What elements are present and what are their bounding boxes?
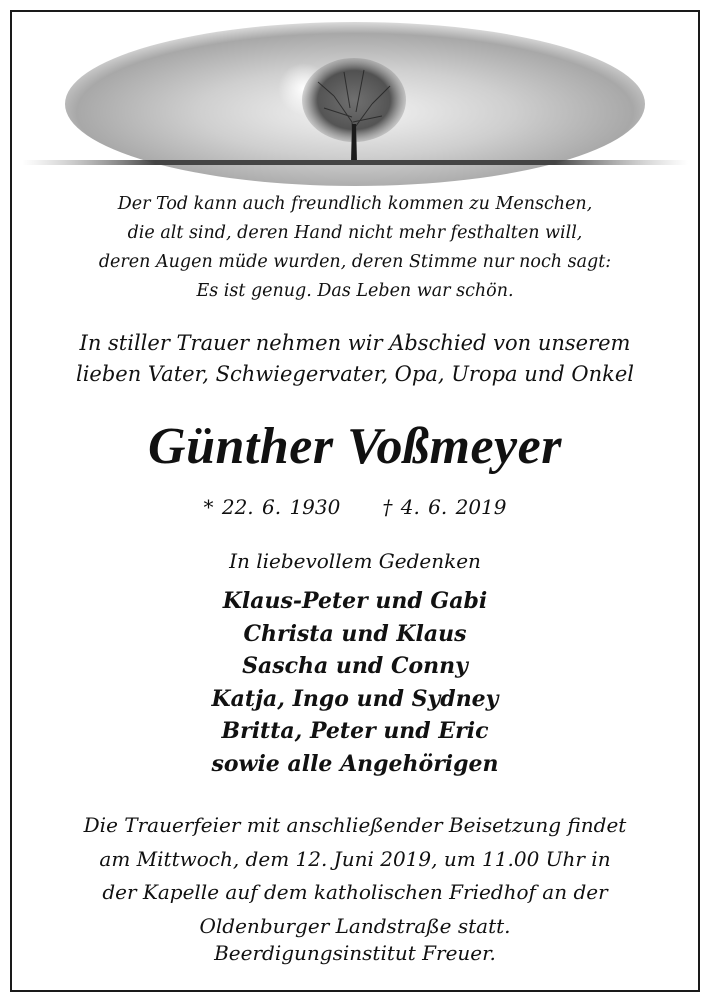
funeral-details [12, 809, 698, 943]
funeral-details-line: der Kapelle auf dem katholischen Friedhof an der [102, 880, 608, 904]
intro-block [12, 328, 698, 390]
funeral-details-line: am Mittwoch, dem 12. Juni 2019, um 11.00 Uhr in [99, 846, 611, 871]
mourner-entry: Christa und Klaus [243, 620, 467, 647]
mourner-entry: Britta, Peter und Eric [221, 718, 489, 745]
mourners-list [12, 585, 698, 781]
poem-block [12, 190, 698, 306]
funeral-details-line: Oldenburger Landstraße statt. [199, 913, 511, 938]
poem-line: Es ist genug. Das Leben war schön. [196, 281, 514, 301]
mourner-entry: Sascha und Conny [242, 653, 468, 680]
life-dates [12, 492, 698, 522]
poem-line: deren Augen müde wurden, deren Stimme nur noch sagt: [98, 252, 612, 272]
mourner-entry: Klaus-Peter und Gabi [222, 588, 488, 614]
mourner-entry: Katja, Ingo und Sydney [211, 685, 499, 712]
birth-date: * 22. 6. 1930 [203, 495, 341, 519]
poem-line: die alt sind, deren Hand nicht mehr festhalten will, [127, 223, 583, 243]
intro-line: In stiller Trauer nehmen wir Abschied von unserem [79, 331, 631, 355]
obituary-frame [10, 10, 700, 992]
memory-line: In liebevollem Gedenken [229, 549, 481, 573]
poem-line: Der Tod kann auch freundlich kommen zu Menschen, [117, 194, 593, 214]
deceased-name: Günther Voßmeyer [148, 418, 562, 475]
tree-sunset-image [12, 12, 698, 187]
death-date: † 4. 6. 2019 [382, 495, 507, 519]
funeral-details-line: Die Trauerfeier mit anschließender Beisetzung findet [83, 813, 627, 837]
intro-line: lieben Vater, Schwiegervater, Opa, Uropa und Onkel [76, 362, 634, 386]
mourner-entry: sowie alle Angehörigen [211, 750, 499, 777]
funeral-home: Beerdigungsinstitut Freuer. [214, 941, 496, 965]
